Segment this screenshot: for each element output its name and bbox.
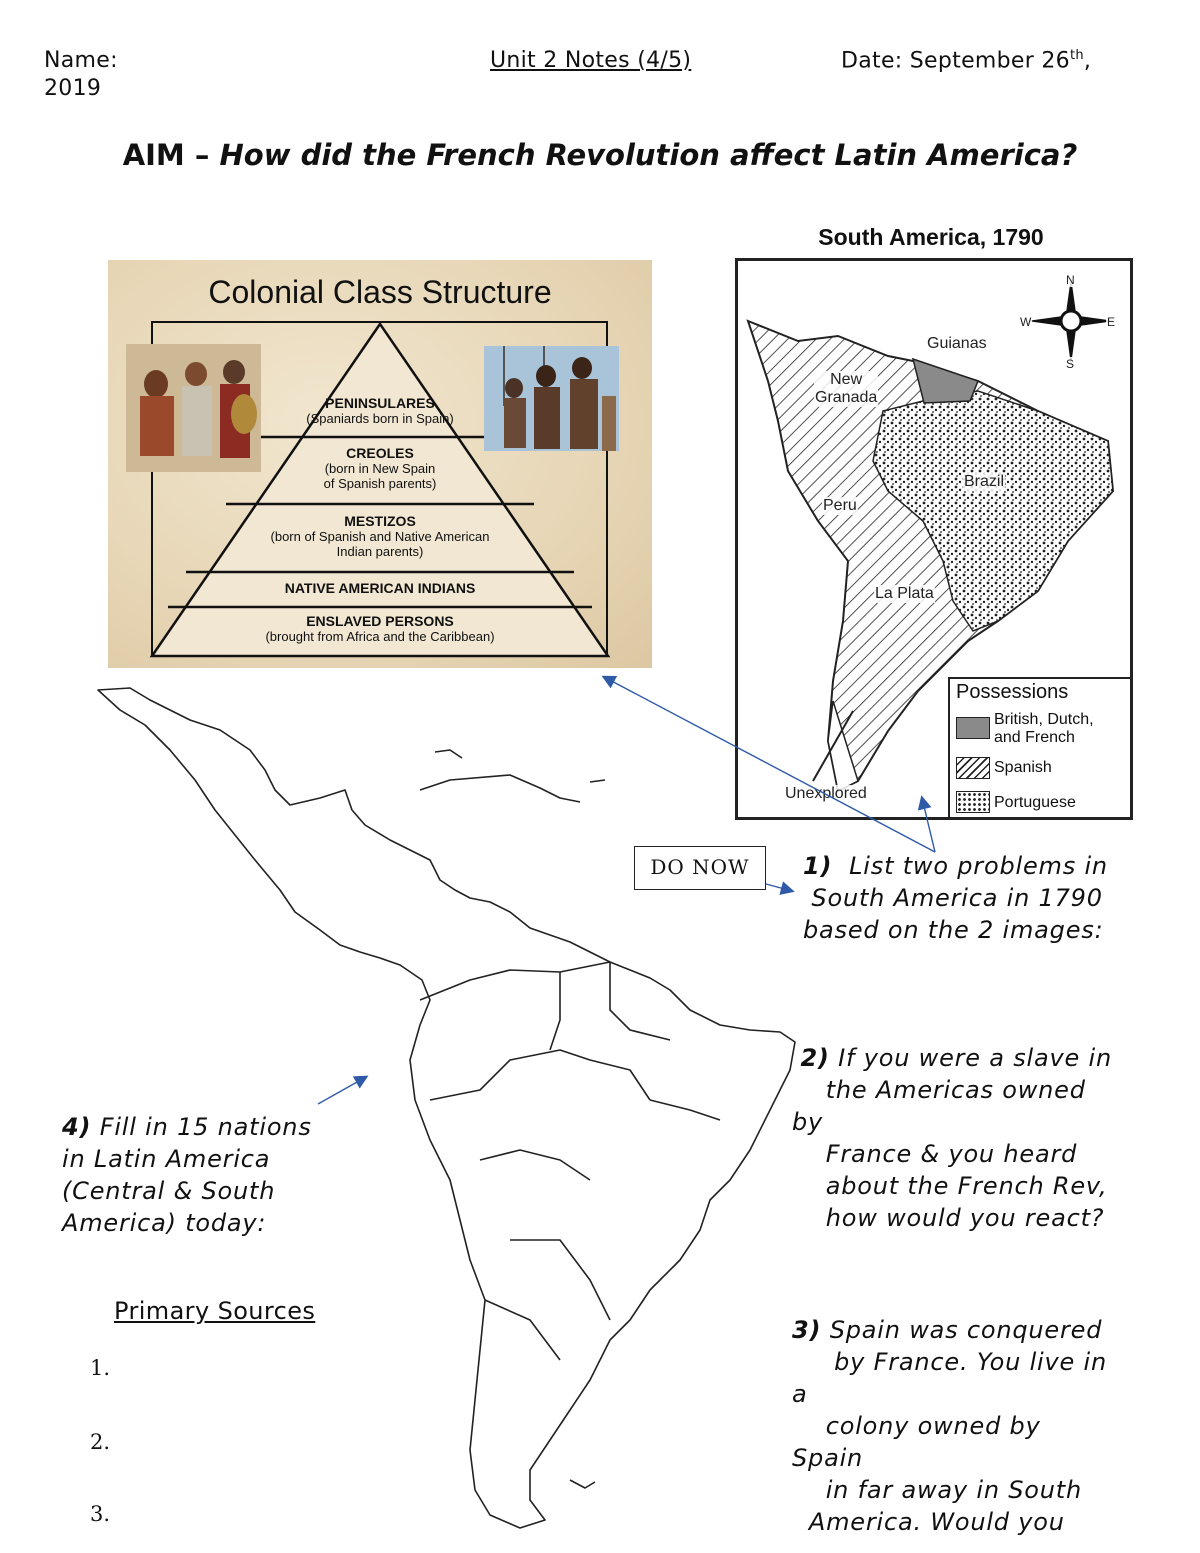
tier-peninsulares: PENINSULARES (Spaniards born in Spain) <box>306 395 454 426</box>
legend-label-portuguese: Portuguese <box>994 794 1076 811</box>
date-text: Date: September 26th, <box>841 48 1092 74</box>
question-4: 4) Fill in 15 nations in Latin America (Central & South America) today: <box>62 1113 312 1237</box>
primary-source-item-2: 2. <box>90 1430 111 1454</box>
aim-label: AIM – <box>122 138 210 172</box>
aim-heading <box>0 138 1200 172</box>
map-legend <box>948 677 1132 819</box>
conquistadors-image <box>126 344 261 472</box>
region-unexplored: Unexplored <box>785 785 867 802</box>
aim-question: How did the French Revolution affect Latin America? <box>219 138 1078 172</box>
colonial-class-structure-figure <box>108 260 652 668</box>
map-1790-title: South America, 1790 <box>818 224 1044 250</box>
tier-mestizos: MESTIZOS (born of Spanish and Native American Indian parents) <box>270 513 490 559</box>
legend-label-british-dutch-french: British, Dutch, and French <box>994 711 1094 746</box>
primary-sources-heading: Primary Sources <box>114 1297 316 1325</box>
legend-swatch-hatch <box>956 757 990 779</box>
unit-title: Unit 2 Notes (4/5) <box>490 48 692 73</box>
latin-america-outline-map <box>90 680 810 1540</box>
legend-swatch-gray <box>956 717 990 739</box>
question-3: 3) Spain was conquered by France. You live in a colony owned by Spain in far away in South America. Would you <box>792 1316 1107 1536</box>
region-peru: Peru <box>823 497 857 514</box>
primary-source-item-1: 1. <box>90 1356 111 1380</box>
name-label: Name: <box>44 48 118 73</box>
compass-north: N <box>1066 273 1075 287</box>
tier-creoles: CREOLES (born in New Spain of Spanish parents) <box>323 445 437 491</box>
class-structure-title: Colonial Class Structure <box>208 274 552 310</box>
question-1: 1) List two problems in South America in 1790 based on the 2 images: <box>803 852 1108 944</box>
legend-swatch-dots <box>956 791 990 813</box>
region-guianas: Guianas <box>927 335 987 352</box>
region-brazil: Brazil <box>964 473 1005 490</box>
enslaved-people-image <box>484 346 619 451</box>
question-2: 2) If you were a slave in the Americas owned by France & you heard about the French Rev, how would you react? <box>792 1044 1112 1232</box>
region-la-plata: La Plata <box>875 585 934 602</box>
compass-east: E <box>1107 315 1116 329</box>
compass-west: W <box>1020 315 1032 329</box>
do-now-box: DO NOW <box>634 846 766 890</box>
region-new-granada: New Granada <box>815 371 878 406</box>
legend-label-spanish: Spanish <box>994 759 1052 776</box>
tier-native-american-indians: NATIVE AMERICAN INDIANS <box>284 580 476 596</box>
tier-enslaved-persons: ENSLAVED PERSONS (brought from Africa and the Caribbean) <box>265 613 495 644</box>
compass-south: S <box>1066 357 1075 371</box>
year-text: 2019 <box>44 76 102 101</box>
legend-title: Possessions <box>956 681 1069 703</box>
primary-source-item-3: 3. <box>90 1502 111 1526</box>
